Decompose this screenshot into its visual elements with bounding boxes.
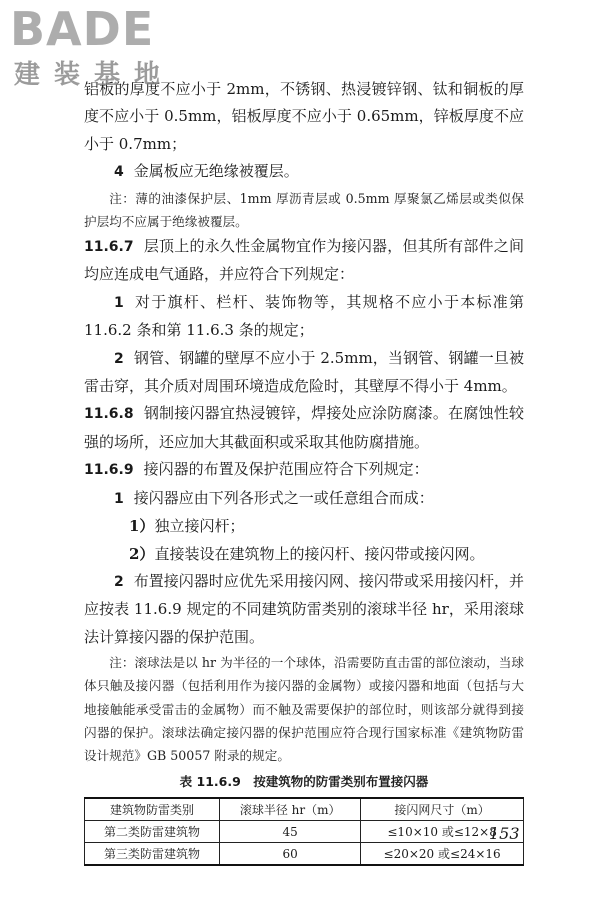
logo — [10, 4, 190, 96]
item-text: 接闪器应由下列各形式之一或任意组合而成： — [133, 488, 434, 507]
table-cell: ≤10×10 或≤12×8 — [361, 821, 524, 843]
table-cell: 45 — [220, 821, 361, 843]
clause-11-6-7-item-1 — [84, 289, 524, 345]
sub-item-text: 独立接闪杆； — [154, 517, 245, 536]
table-row — [85, 843, 524, 866]
item-number: 2 — [114, 573, 124, 590]
table-cell: 60 — [220, 843, 361, 866]
table-header-cell: 建筑物防雷类别 — [85, 798, 220, 821]
clause-number: 11.6.8 — [84, 406, 134, 423]
clause-11-6-7-item-2 — [84, 345, 524, 401]
sub-item-label: 1） — [129, 517, 155, 536]
note-insulation: 注：薄的油漆保护层、1mm 厚沥青层或 0.5mm 厚聚氯乙烯层或类似保护层均不应属于绝缘被覆层。 — [84, 190, 524, 229]
item-number: 1 — [114, 490, 124, 507]
table-row — [85, 821, 524, 843]
clause-11-6-9-item-2 — [84, 568, 524, 651]
item-text: 对于旗杆、栏杆、装饰物等，其规格不应小于本标准第 11.6.2 条和第 11.6.3 条的规定； — [84, 292, 524, 340]
clause-number: 11.6.9 — [84, 462, 134, 479]
page-content — [84, 76, 524, 866]
note-rolling-sphere: 注：滚球法是以 hr 为半径的一个球体，沿需要防直击雷的部位滚动，当球体只触及接闪器（包括利用作为接闪器的金属物）或接闪器和地面（包括与大地接触能承受雷击的金属物）而不触及需要保护的部位时，则该部分就得到接闪器的保护。滚球法确定接闪器的保护范围应符合现行国家标准《建筑物防雷设计规范》GB 50057 附录的规定。 — [84, 655, 524, 763]
clause-11-6-9 — [84, 456, 524, 484]
sub-item-2 — [84, 541, 524, 568]
logo-subtitle: 建装基地 — [14, 60, 175, 90]
item-text: 布置接闪器时应优先采用接闪网、接闪带或采用接闪杆，并应按表 11.6.9 规定的不同建筑防雷类别的滚球半径 hr，采用滚球法计算接闪器的保护范围。 — [84, 571, 524, 646]
clause-number: 11.6.7 — [84, 239, 134, 256]
clause-text: 层顶上的永久性金属物宜作为接闪器，但其所有部件之间均应连成电气通路，并应符合下列规定： — [84, 237, 524, 284]
item-4 — [84, 158, 524, 186]
table-cell: ≤20×20 或≤24×16 — [361, 843, 524, 866]
table-header-cell: 接闪网尺寸（m） — [361, 798, 524, 821]
lightning-table — [84, 797, 524, 866]
clause-11-6-9-item-1 — [84, 485, 524, 513]
sub-item-text: 直接装设在建筑物上的接闪杆、接闪带或接闪网。 — [154, 544, 485, 563]
item-text: 钢管、钢罐的壁厚不应小于 2.5mm，当钢管、钢罐一旦被雷击穿，其介质对周围环境造成危险时，其壁厚不得小于 4mm。 — [84, 348, 524, 396]
table-header-cell: 滚球半径 hr（m） — [220, 798, 361, 821]
clause-11-6-8 — [84, 400, 524, 456]
item-number: 4 — [114, 164, 124, 181]
table-caption: 表 11.6.9 按建筑物的防雷类别布置接闪器 — [179, 774, 429, 790]
paragraph-metal-thickness: 铝板的厚度不应小于 2mm，不锈钢、热浸镀锌钢、钛和铜板的厚度不应小于 0.5mm，铝板厚度不应小于 0.65mm，锌板厚度不应小于 0.7mm； — [84, 80, 524, 153]
sub-item-label: 2） — [129, 544, 155, 563]
page-number: 153 — [489, 824, 520, 843]
logo-text: BADE — [10, 2, 155, 56]
item-text: 金属板应无绝缘被覆层。 — [133, 162, 299, 181]
table-header-row — [85, 798, 524, 821]
item-number: 1 — [114, 294, 124, 311]
table-cell: 第二类防雷建筑物 — [85, 821, 220, 843]
clause-text: 钢制接闪器宜热浸镀锌，焊接处应涂防腐漆。在腐蚀性较强的场所，还应加大其截面积或采取其他防腐措施。 — [84, 404, 524, 451]
table-cell: 第三类防雷建筑物 — [85, 843, 220, 866]
clause-11-6-7 — [84, 233, 524, 289]
clause-text: 接闪器的布置及保护范围应符合下列规定： — [143, 460, 429, 479]
item-number: 2 — [114, 350, 124, 367]
sub-item-1 — [84, 513, 524, 540]
